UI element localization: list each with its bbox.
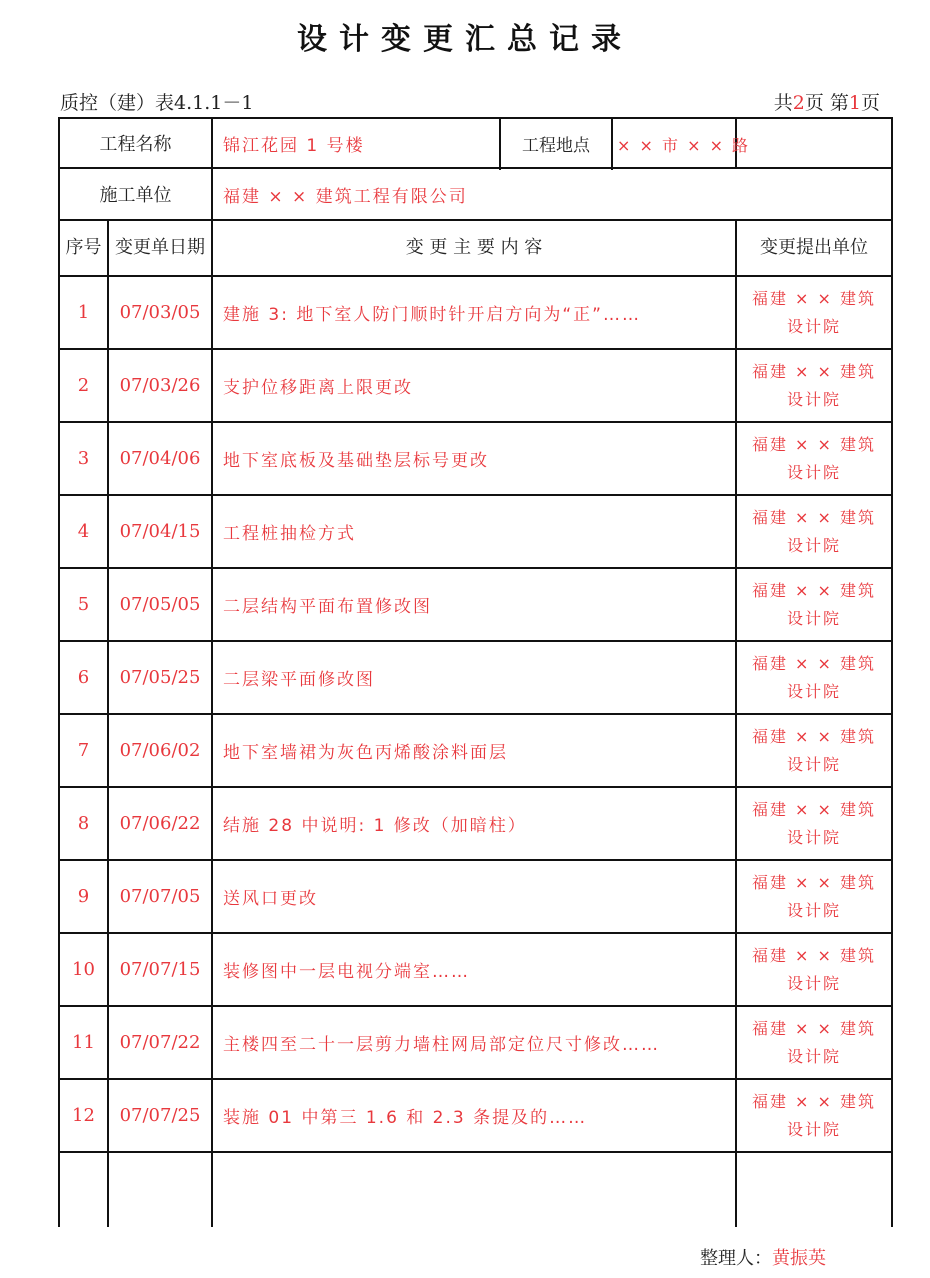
row-content: 工程桩抽检方式 — [212, 495, 736, 568]
row-date: 07/06/22 — [108, 787, 212, 860]
row-unit: 福建 × × 建筑 设计院 — [736, 641, 892, 714]
table-row — [59, 276, 892, 349]
row-unit: 福建 × × 建筑 设计院 — [736, 349, 892, 422]
row-content: 地下室墙裙为灰色丙烯酸涂料面层 — [212, 714, 736, 787]
row-content: 二层梁平面修改图 — [212, 641, 736, 714]
row-date: 07/06/02 — [108, 714, 212, 787]
row-no: 1 — [59, 276, 108, 349]
contractor-label: 施工单位 — [59, 168, 212, 220]
row-date: 07/05/25 — [108, 641, 212, 714]
table-row — [59, 349, 892, 422]
row-date: 07/07/22 — [108, 1006, 212, 1079]
row-no: 3 — [59, 422, 108, 495]
row-date: 07/07/25 — [108, 1079, 212, 1152]
table-row — [59, 641, 892, 714]
row-content: 结施 28 中说明: 1 修改（加暗柱） — [212, 787, 736, 860]
row-date: 07/04/15 — [108, 495, 212, 568]
row-unit: 福建 × × 建筑 设计院 — [736, 933, 892, 1006]
table-row — [59, 1079, 892, 1152]
table-row — [59, 568, 892, 641]
row-no: 8 — [59, 787, 108, 860]
row-no: 6 — [59, 641, 108, 714]
row-content: 建施 3: 地下室人防门顺时针开启方向为“正”…… — [212, 276, 736, 349]
compiler-label: 整理人： — [700, 1248, 772, 1269]
table-row — [59, 860, 892, 933]
pages-total-suffix: 页 — [804, 92, 824, 114]
form-number: 质控（建）表4.1.1－1 — [60, 92, 254, 114]
pages-total-prefix: 共 — [773, 92, 793, 114]
row-unit: 福建 × × 建筑 设计院 — [736, 860, 892, 933]
row-no: 4 — [59, 495, 108, 568]
table-row — [59, 933, 892, 1006]
row-unit: 福建 × × 建筑 设计院 — [736, 422, 892, 495]
header-unit: 变更提出单位 — [736, 220, 892, 276]
header-date: 变更单日期 — [108, 220, 212, 276]
row-content: 地下室底板及基础垫层标号更改 — [212, 422, 736, 495]
row-content: 装施 01 中第三 1.6 和 2.3 条提及的…… — [212, 1079, 736, 1152]
pages-current-prefix: 第 — [829, 92, 849, 114]
table-row — [59, 422, 892, 495]
row-unit: 福建 × × 建筑 设计院 — [736, 1006, 892, 1079]
row-no: 11 — [59, 1006, 108, 1079]
row-no: 2 — [59, 349, 108, 422]
pages-total: 2 — [792, 92, 805, 114]
table-row — [59, 495, 892, 568]
row-unit: 福建 × × 建筑 设计院 — [736, 787, 892, 860]
page-indicator — [774, 88, 880, 115]
table-row — [59, 787, 892, 860]
row-date: 07/07/05 — [108, 860, 212, 933]
row-date: 07/07/15 — [108, 933, 212, 1006]
empty-row — [59, 1152, 892, 1227]
row-content: 送风口更改 — [212, 860, 736, 933]
contractor-value: 福建 × × 建筑工程有限公司 — [212, 168, 892, 220]
row-unit: 福建 × × 建筑 设计院 — [736, 714, 892, 787]
row-content: 二层结构平面布置修改图 — [212, 568, 736, 641]
row-unit: 福建 × × 建筑 设计院 — [736, 495, 892, 568]
compiler-name: 黄振英 — [772, 1248, 826, 1269]
table-row — [59, 714, 892, 787]
row-unit: 福建 × × 建筑 设计院 — [736, 568, 892, 641]
row-date: 07/05/05 — [108, 568, 212, 641]
row-content: 装修图中一层电视分端室…… — [212, 933, 736, 1006]
row-date: 07/03/26 — [108, 349, 212, 422]
row-content: 支护位移距离上限更改 — [212, 349, 736, 422]
table-row — [59, 1006, 892, 1079]
row-no: 7 — [59, 714, 108, 787]
project-name: 锦江花园 1 号楼 — [223, 135, 365, 156]
document-title: 设计变更汇总记录 — [297, 22, 633, 57]
project-name-label: 工程名称 — [59, 118, 212, 168]
row-no: 5 — [59, 568, 108, 641]
row-content: 主楼四至二十一层剪力墙柱网局部定位尺寸修改…… — [212, 1006, 736, 1079]
row-unit: 福建 × × 建筑 设计院 — [736, 1079, 892, 1152]
row-unit: 福建 × × 建筑 设计院 — [736, 276, 892, 349]
change-summary-table — [58, 117, 893, 1227]
header-no: 序号 — [59, 220, 108, 276]
compiler — [700, 1244, 826, 1270]
pages-current-suffix: 页 — [860, 92, 880, 114]
project-location-label: 工程地点 — [499, 117, 611, 170]
row-no: 10 — [59, 933, 108, 1006]
project-location: × × 市 × × 路 — [736, 118, 892, 168]
header-content: 变 更 主 要 内 容 — [212, 220, 736, 276]
row-date: 07/03/05 — [108, 276, 212, 349]
row-date: 07/04/06 — [108, 422, 212, 495]
row-no: 12 — [59, 1079, 108, 1152]
row-no: 9 — [59, 860, 108, 933]
pages-current: 1 — [848, 92, 861, 114]
